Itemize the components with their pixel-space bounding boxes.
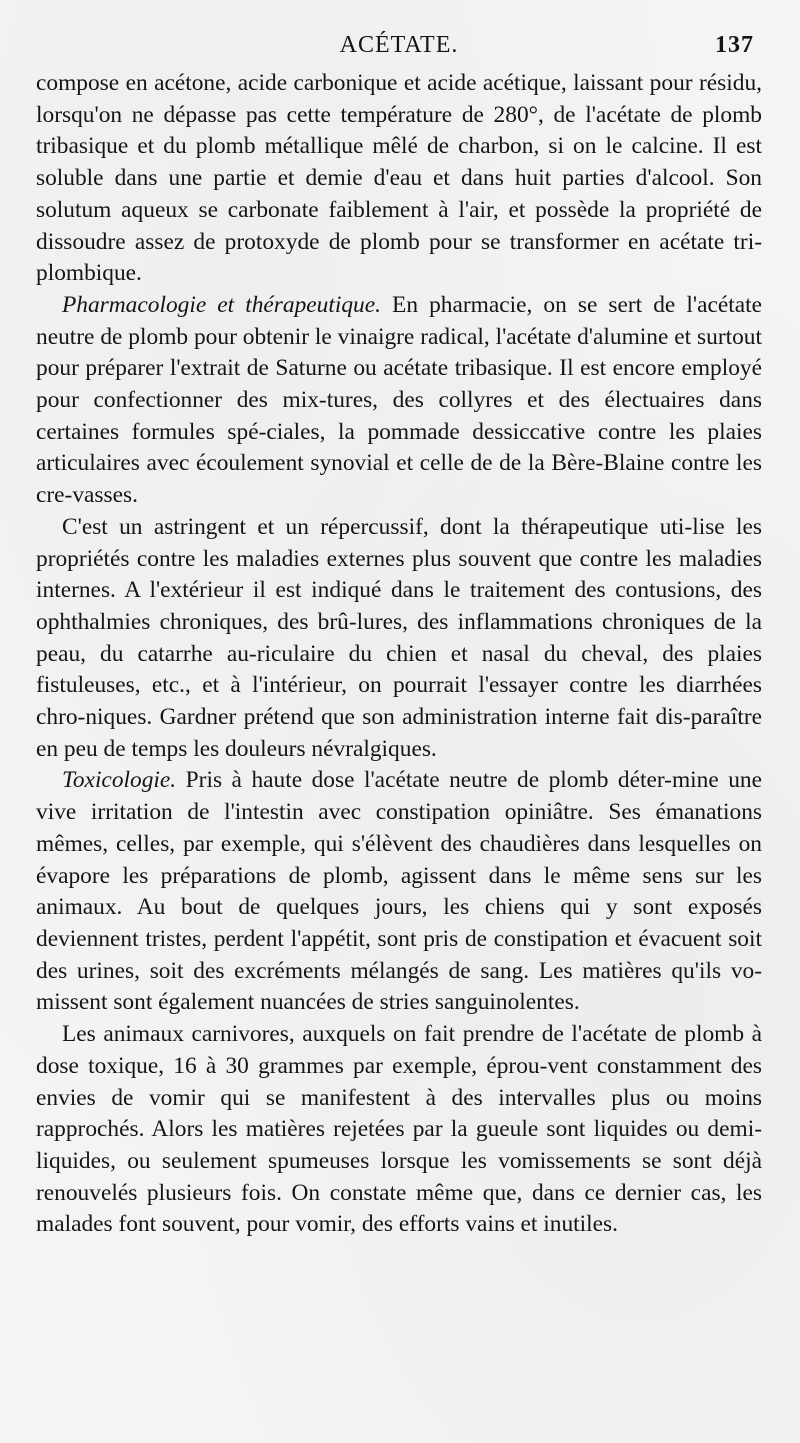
paragraph-lead: Pharmacologie et thérapeutique. — [62, 291, 381, 318]
running-title: ACÉTATE. — [339, 32, 459, 58]
running-head — [36, 28, 762, 68]
paragraph-carnivores — [36, 1019, 762, 1241]
paragraph-continuation — [36, 68, 762, 290]
paragraph-text: Pris à haute dose l'acétate neutre de plomb déter-mine une vive irritation de l'intestin avec constipation opiniâtre. Ses émanations mêmes, celles, par exemple, qui s'élèvent des chaudières dans lesquelles on évapore les préparations de plomb, agissent dans le même sens sur les animaux. Au bout de quelques jours, les chiens qui y sont exposés deviennent tristes, perdent l'appétit, sont pris de constipation et évacuent soit des urines, soit des excréments mélangés de sang. Les matières qu'ils vo-missent sont également nuancées de stries sanguinolentes. — [36, 767, 763, 1016]
paragraph-text: Les animaux carnivores, auxquels on fait prendre de l'acétate de plomb à dose toxique, 16 à 30 grammes par exemple, éprou-vent constamment des envies de vomir qui se manifestent à des intervalles plus ou moins rapprochés. Alors les matières rejetées par la gueule sont liquides ou demi-liquides, ou seulement spumeuses lorsque les vomissements se sont déjà renouvelés plusieurs fois. On constate même que, dans ce dernier cas, les malades font souvent, pour vomir, des efforts vains et inutiles. — [36, 1021, 762, 1238]
body-text — [36, 68, 762, 1241]
paragraph-pharmacologie — [36, 290, 762, 512]
page-number: 137 — [715, 32, 754, 58]
paragraph-astringent — [36, 512, 762, 766]
paragraph-text: En pharmacie, on se sert de l'acétate neutre de plomb pour obtenir le vinaigre radical, l'acétate d'alumine et surtout pour préparer l'extrait de Saturne ou acétate tribasique. Il est encore employé pour confectionner des mix-tures, des collyres et des électuaires dans certaines formules spé-ciales, la pommade dessiccative contre les plaies articulaires avec écoulement synovial et celle de de la Bère-Blaine contre les cre-vasses. — [36, 291, 762, 509]
paragraph-toxicologie — [36, 765, 762, 1019]
paragraph-lead: Toxicologie. — [62, 767, 177, 794]
paragraph-text: compose en acétone, acide carbonique et acide acétique, laissant pour résidu, lorsqu'on ne dépasse pas cette température de 280°, de l'acétate de plomb tribasique et du plomb métallique mêlé de charbon, si on le calcine. Il est soluble dans une partie et demie d'eau et dans huit parties d'alcool. Son solutum aqueux se carbonate faiblement à l'air, et possède la propriété de dissoudre assez de protoxyde de plomb pour se transformer en acétate tri-plombique. — [36, 70, 762, 287]
paragraph-text: C'est un astringent et un répercussif, dont la thérapeutique uti-lise les propriétés contre les maladies externes plus souvent que contre les maladies internes. A l'extérieur il est indiqué dans le traitement des contusions, des ophthalmies chroniques, des brû-lures, des inflammations chroniques de la peau, du catarrhe au-riculaire du chien et nasal du cheval, des plaies fistuleuses, etc., et à l'intérieur, on pourrait l'essayer contre les diarrhées chro-niques. Gardner prétend que son administration interne fait dis-paraître en peu de temps les douleurs névralgiques. — [36, 513, 762, 762]
